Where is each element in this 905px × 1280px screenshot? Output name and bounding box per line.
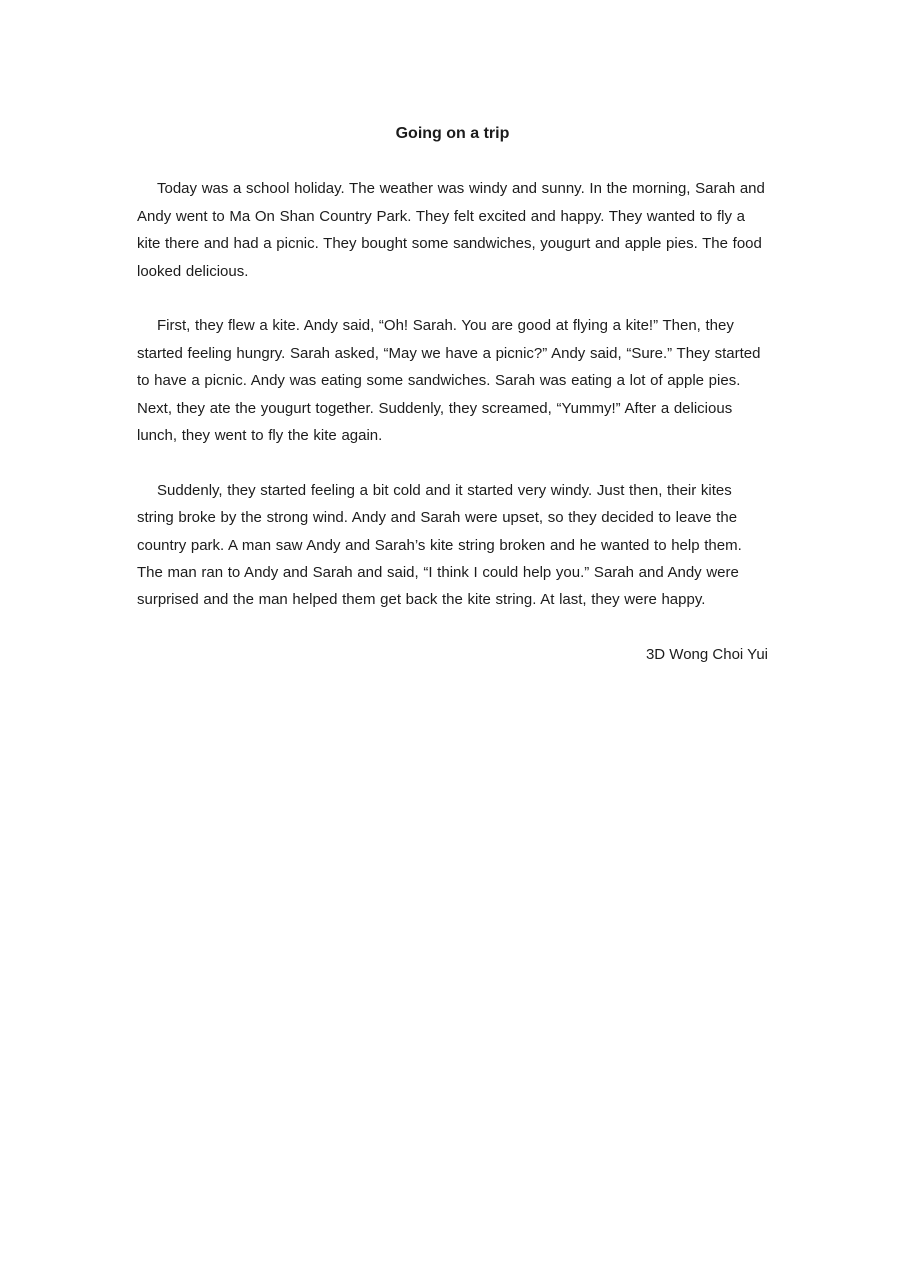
essay-paragraph-2: First, they flew a kite. Andy said, “Oh! Sarah. You are good at flying a kite!” Then, they started feeling hungry. Sarah asked, “May we have a picnic?” Andy said, “Sure.” They started to have a picnic. Andy was eating some sandwiches. Sarah was eating a lot of apple pies. Next, they ate the yougurt together. Suddenly, they screamed, “Yummy!” After a delicious lunch, they went to fly the kite again. xyxy=(137,317,761,445)
essay-content xyxy=(137,120,768,669)
essay-signature: 3D Wong Choi Yui xyxy=(645,646,768,664)
essay-paragraph-1: Today was a school holiday. The weather was windy and sunny. In the morning, Sarah and Andy went to Ma On Shan Country Park. They felt excited and happy. They wanted to fly a kite there and had a picnic. They bought some sandwiches, yougurt and apple pies. The food looked delicious. xyxy=(137,180,765,280)
essay-title: Going on a trip xyxy=(395,125,510,142)
essay-paragraph-3: Suddenly, they started feeling a bit cold and it started very windy. Just then, their kites string broke by the strong wind. Andy and Sarah were upset, so they decided to leave the country park. A man saw Andy and Sarah’s kite string broken and he wanted to help them. The man ran to Andy and Sarah and said, “I think I could help you.” Sarah and Andy were surprised and the man helped them get back the kite string. At last, they were happy. xyxy=(137,481,742,609)
